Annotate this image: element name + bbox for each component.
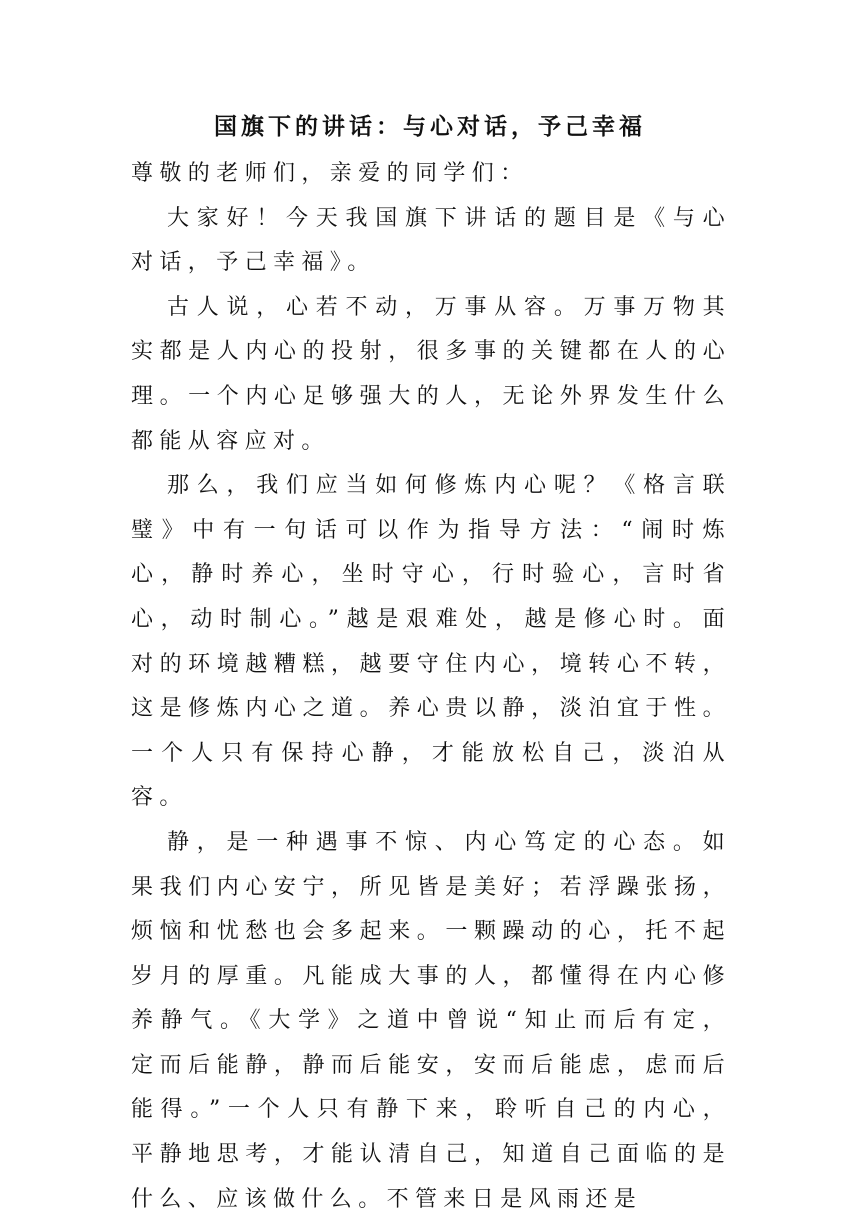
document-body [131, 152, 731, 1222]
document-title: 国旗下的讲话：与心对话，予己幸福 [214, 113, 646, 140]
paragraph-ancient-saying: 古人说，心若不动，万事从容。万事万物其实都是人内心的投射，很多事的关键都在人的心理。一个内心足够强大的人，无论外界发生什么都能从容应对。 [131, 294, 731, 454]
paragraph-greeting: 大家好！今天我国旗下讲话的题目是《与心对话，予己幸福》。 [131, 205, 731, 276]
salutation: 尊敬的老师们，亲爱的同学们： [131, 161, 529, 186]
paragraph-cultivating-heart: 那么，我们应当如何修炼内心呢？《格言联璧》中有一句话可以作为指导方法：“闹时炼心，静时养心，坐时守心，行时验心，言时省心，动时制心。”越是艰难处，越是修心时。面对的环境越糟糕，越要守住内心，境转心不转，这是修炼内心之道。养心贵以静，淡泊宜于性。一个人只有保持心静，才能放松自己，淡泊从容。 [131, 473, 731, 811]
paragraph-calmness: 静，是一种遇事不惊、内心笃定的心态。如果我们内心安宁，所见皆是美好；若浮躁张扬，烦恼和忧愁也会多起来。一颗躁动的心，托不起岁月的厚重。凡能成大事的人，都懂得在内心修养静气。《大学》之道中曾说“知止而后有定，定而后能静，静而后能安，安而后能虑，虑而后能得。”一个人只有静下来，聆听自己的内心，平静地思考，才能认清自己，知道自己面临的是什么、应该做什么。不管来日是风雨还是 [131, 829, 731, 1212]
